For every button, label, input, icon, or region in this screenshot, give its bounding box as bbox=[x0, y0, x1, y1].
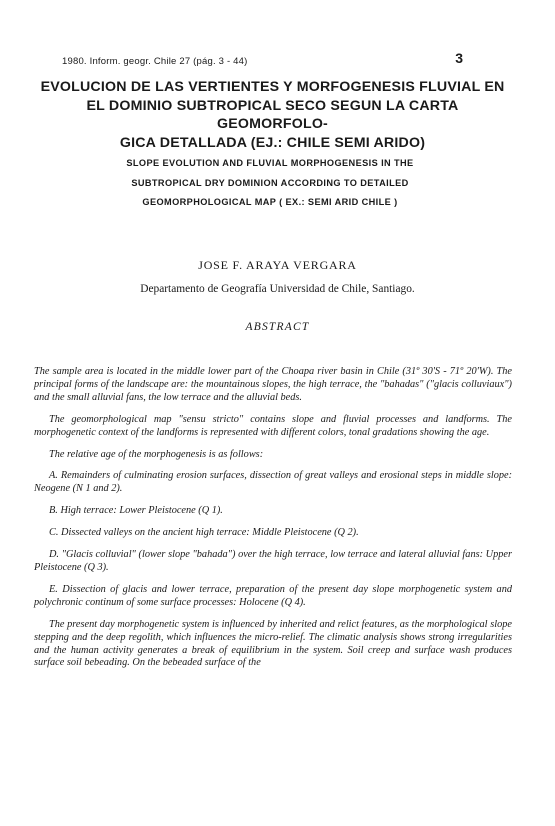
abstract-body bbox=[34, 366, 512, 679]
citation-header: 1980. Inform. geogr. Chile 27 (pág. 3 - 44) bbox=[62, 56, 248, 67]
spanish-title-line: EVOLUCION DE LAS VERTIENTES Y MORFOGENESIS FLUVIAL EN bbox=[40, 79, 505, 95]
english-title-line: SUBTROPICAL DRY DOMINION ACCORDING TO DETAILED bbox=[131, 177, 409, 188]
page-number: 3 bbox=[455, 50, 463, 66]
author-affiliation: Departamento de Geografía Universidad de Chile, Santiago. bbox=[140, 283, 415, 295]
abstract-paragraph: The present day morphogenetic system is influenced by inherited and relict features, as the morphological slope stepping and the deep regolith, which influences the micro-relief. The climatic analysis shows strong irregularities and the human activity generates a break of equilibrium in the system. Soil creep and surface wash produces surface soil bebeading. On the bebeaded surface of the bbox=[34, 618, 512, 669]
abstract-heading: ABSTRACT bbox=[245, 321, 310, 333]
author-name: JOSE F. ARAYA VERGARA bbox=[198, 258, 357, 272]
spanish-title-line: GICA DETALLADA (EJ.: CHILE SEMI ARIDO) bbox=[119, 134, 426, 151]
english-title-line: GEOMORPHOLOGICAL MAP ( EX.: SEMI ARID CHILE ) bbox=[142, 197, 398, 207]
abstract-paragraph: The geomorphological map "sensu stricto" contains slope and fluvial processes and landforms. The morphogenetic context of the landforms is represented with different colors, tonal gradations showing the age. bbox=[34, 413, 512, 438]
english-title bbox=[70, 154, 470, 213]
abstract-paragraph: The sample area is located in the middle lower part of the Choapa river basin in Chile (31º 30'S - 71º 20'W). The principal forms of the landscape are: the mountainous slopes, the high terrace, the "bahadas" ("glacis colluviaux") and the small alluvial fans, the low terrace and the alluvial beds. bbox=[34, 366, 512, 403]
abstract-paragraph: E. Dissection of glacis and lower terrace, preparation of the present day slope morphogenetic system and polychronic continum of some surface processes: Holocene (Q 4). bbox=[34, 583, 512, 608]
abstract-paragraph: C. Dissected valleys on the ancient high terrace: Middle Pleistocene (Q 2). bbox=[49, 527, 359, 539]
abstract-paragraph: A. Remainders of culminating erosion surfaces, dissection of great valleys and erosional steps in middle slope: Neogene (N 1 and 2). bbox=[34, 470, 512, 495]
spanish-title-line: EL DOMINIO SUBTROPICAL SECO SEGUN LA CARTA GEOMORFOLO- bbox=[86, 97, 459, 132]
abstract-paragraph: B. High terrace: Lower Pleistocene (Q 1). bbox=[49, 505, 223, 517]
spanish-title bbox=[40, 78, 505, 152]
abstract-paragraph: The relative age of the morphogenesis is as follows: bbox=[49, 448, 264, 460]
english-title-line: SLOPE EVOLUTION AND FLUVIAL MORPHOGENESIS IN THE bbox=[126, 158, 414, 168]
abstract-paragraph: D. "Glacis colluvial" (lower slope "bahada") over the high terrace, low terrace and lateral alluvial fans: Upper Pleistocene (Q 3). bbox=[34, 549, 512, 573]
